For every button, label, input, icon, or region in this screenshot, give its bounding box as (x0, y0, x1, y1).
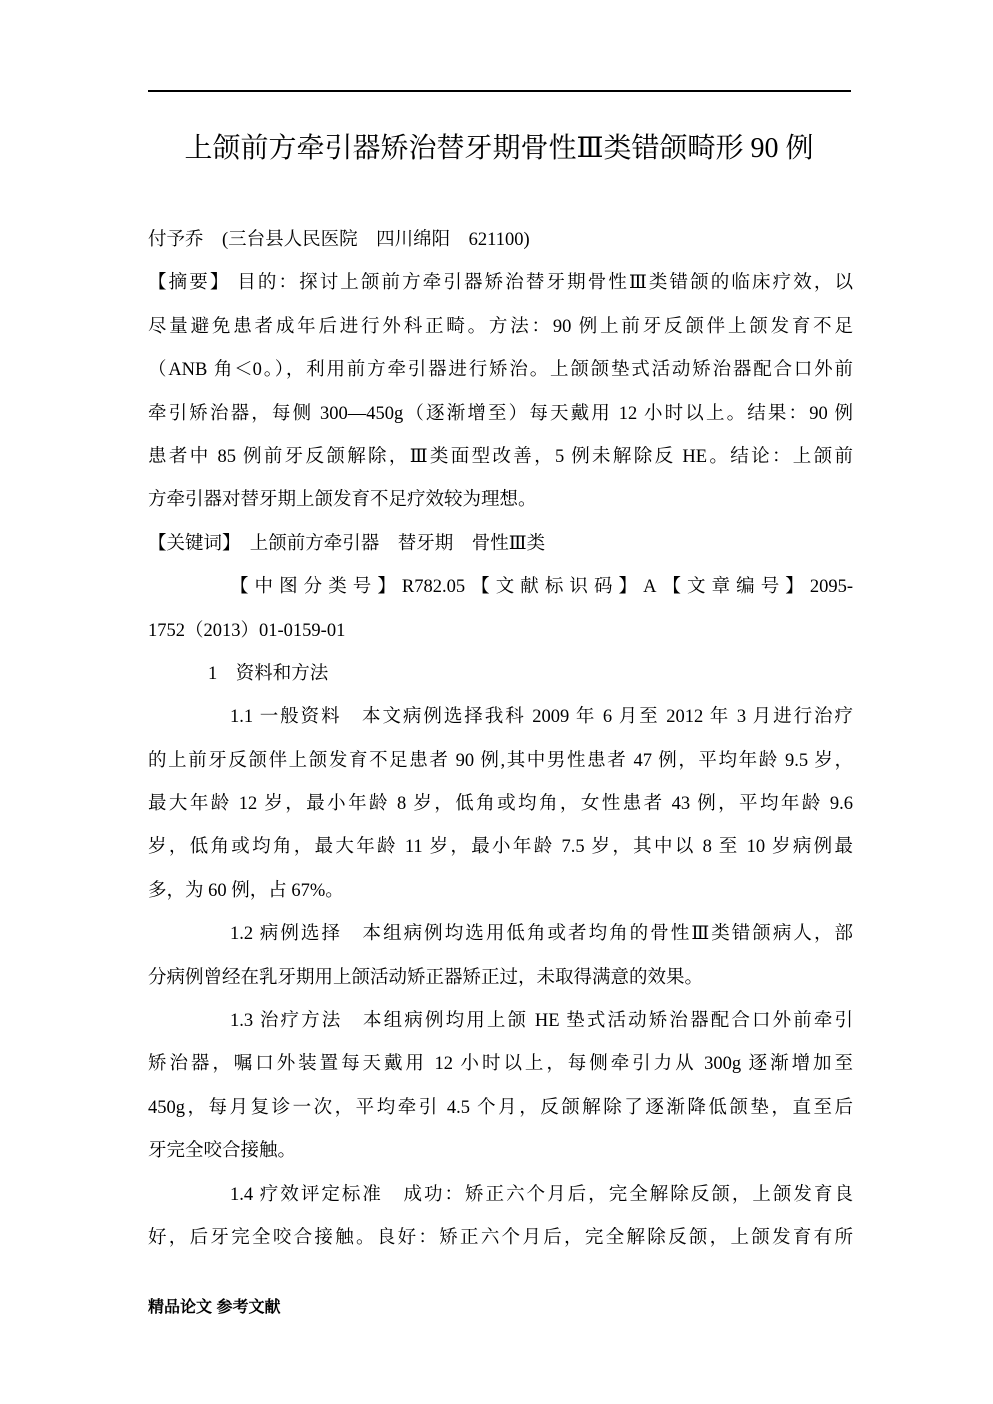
text-line: 【摘要】 目的：探讨上颌前方牵引器矫治替牙期骨性Ⅲ类错颌的临床疗效，以 (148, 273, 853, 294)
text-line: 付予乔 (三台县人民医院 四川绵阳 621100) (148, 230, 530, 250)
text-line: 的上前牙反颌伴上颌发育不足患者 90 例,其中男性患者 47 例，平均年龄 9.5 岁， (148, 750, 853, 771)
text-line: 方牵引器对替牙期上颌发育不足疗效较为理想。 (148, 490, 537, 511)
text-line: 多，为 60 例，占 67%。 (148, 880, 344, 901)
text-line: 450g，每月复诊一次，平均牵引 4.5 个月，反颌解除了逐渐降低颌垫，直至后 (148, 1097, 853, 1118)
text-line: 【中图分类号】R782.05【文献标识码】A【文章编号】2095- (230, 577, 853, 598)
text-line: 矫治器，嘱口外装置每天戴用 12 小时以上，每侧牵引力从 300g 逐渐增加至 (148, 1054, 853, 1075)
text-line: 【关键词】 上颌前方牵引器 替牙期 骨性Ⅲ类 (148, 533, 546, 554)
text-line: 牙完全咬合接触。 (148, 1141, 297, 1162)
text-line: 1.4 疗效评定标准 成功：矫正六个月后，完全解除反颌，上颌发育良 (230, 1184, 853, 1205)
text-line: 患者中 85 例前牙反颌解除，Ⅲ类面型改善，5 例未解除反 HE。结论：上颌前 (148, 446, 853, 467)
text-line: 1752（2013）01-0159-01 (148, 620, 346, 641)
document-title: 上颌前方牵引器矫治替牙期骨性Ⅲ类错颌畸形 90 例 (184, 133, 814, 164)
text-line: 1.3 治疗方法 本组病例均用上颌 HE 垫式活动矫治器配合口外前牵引 (230, 1011, 853, 1032)
header-rule (148, 90, 851, 92)
text-line: 分病例曾经在乳牙期用上颌活动矫正器矫正过，未取得满意的效果。 (148, 967, 704, 988)
text-line: 牵引矫治器，每侧 300—450g（逐渐增至）每天戴用 12 小时以上。结果：90 例 (148, 403, 853, 424)
text-line: 1.1 一般资料 本文病例选择我科 2009 年 6 月至 2012 年 3 月进行治疗 (230, 707, 853, 728)
text-line: 最大年龄 12 岁，最小年龄 8 岁，低角或均角，女性患者 43 例，平均年龄 9.6 (148, 794, 853, 815)
text-line: （ANB 角＜0。），利用前方牵引器进行矫治。上颌颌垫式活动矫治器配合口外前 (148, 360, 853, 381)
text-line: 好，后牙完全咬合接触。良好：矫正六个月后，完全解除反颌，上颌发育有所 (148, 1227, 853, 1248)
footer-watermark: 精品论文 参考文献 (148, 1299, 281, 1316)
text-line: 岁，低角或均角，最大年龄 11 岁，最小年龄 7.5 岁，其中以 8 至 10 岁病例最 (148, 837, 853, 858)
text-line: 尽量避免患者成年后进行外科正畸。方法：90 例上前牙反颌伴上颌发育不足 (148, 316, 853, 337)
text-line: 1.2 病例选择 本组病例均选用低角或者均角的骨性Ⅲ类错颌病人，部 (230, 924, 853, 945)
body-text (148, 219, 853, 1260)
text-line: 1 资料和方法 (208, 663, 329, 684)
